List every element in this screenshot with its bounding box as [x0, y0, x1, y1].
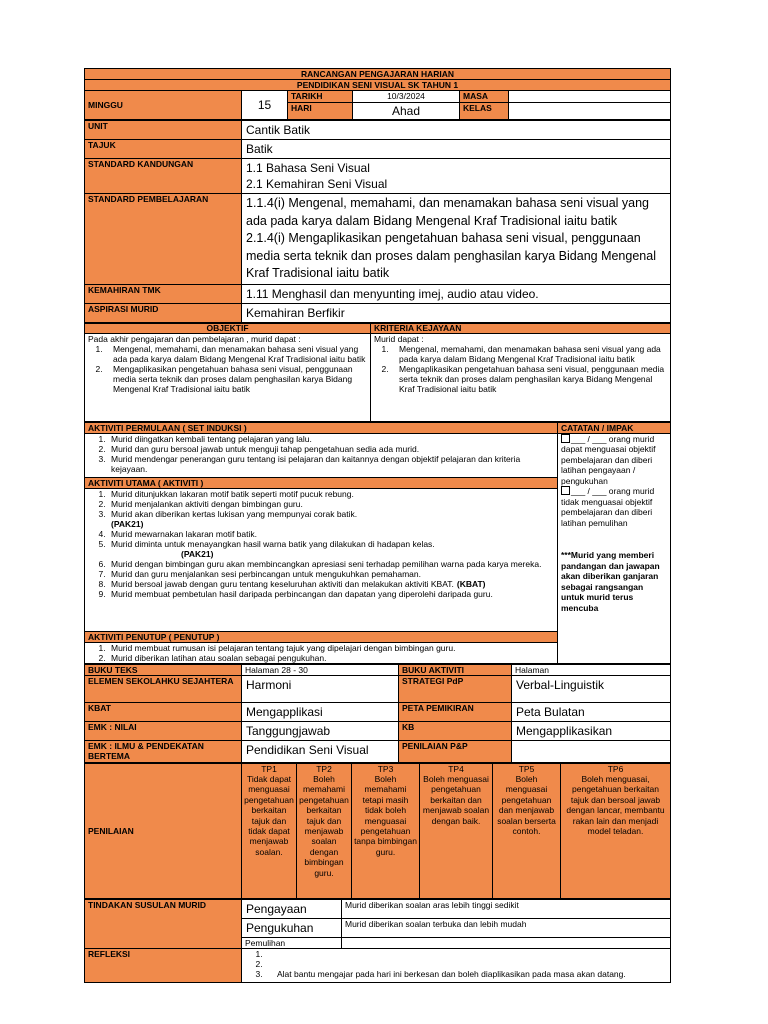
objektif-intro: Pada akhir pengajaran dan pembelajaran , murid dapat : [88, 333, 301, 344]
permulaan-label: AKTIVITI PERMULAAN ( SET INDUKSI ) [85, 422, 558, 433]
buku-aktiviti-label: BUKU AKTIVITI [399, 664, 512, 675]
tp-cell [352, 763, 420, 898]
unit-value: Cantik Batik [242, 121, 671, 140]
utama-label: AKTIVITI UTAMA ( AKTIVITI ) [85, 477, 558, 488]
emk-nilai-label: EMK : NILAI [85, 721, 242, 740]
utama-item: 5. Murid diminta untuk menayangkan hasil warna batik yang dilakukan di hadapan kelas. (PAK21) [108, 539, 554, 559]
standard-pembelajaran-line: 1.1.4(i) Mengenal, memahami, dan menamakan bahasa seni visual yang ada pada karya dalam Bidang Mengenal Kraf Tradisional iaitu batik [246, 196, 650, 228]
objektif-item: 2. Mengaplikasikan pengetahuan bahasa seni visual, penggunaan media serta teknik dan proses dalam penghasilan karya Bidang Mengenal Kraf Tradisional iaitu batik [105, 364, 367, 394]
kriteria-item: 1. Mengenal, memahami, dan menamakan bahasa seni visual yang ada pada karya dalam Bidang Mengenal Kraf Tradisional iaitu batik [391, 344, 667, 364]
aktiviti-table [84, 422, 671, 664]
kbat-value: Mengapplikasi [242, 702, 399, 721]
standard-pembelajaran-label: STANDARD PEMBELAJARAN [85, 194, 242, 285]
penutup-content [85, 642, 558, 663]
refleksi-item: 3. Alat bantu mengajar pada hari ini berkesan dan boleh diaplikasikan pada masa akan datang. [265, 969, 667, 979]
elemen-label: ELEMEN SEKOLAHKU SEJAHTERA [85, 675, 242, 702]
tp-description: Boleh menguasai pengetahuan berkaitan dan menjawab soalan dengan baik. [422, 773, 490, 826]
penilaian-pdp-label: PENILAIAN P&P [399, 740, 512, 762]
hari-value: Ahad [353, 103, 460, 120]
objektif-label: OBJEKTIF [85, 323, 371, 333]
refleksi-content [242, 948, 671, 982]
tp-description: Tidak dapat menguasai pengetahuan berkaitan tajuk dan tidak dapat menjawab soalan. [244, 773, 294, 857]
header-table [84, 68, 671, 120]
utama-item: 4. Murid mewarnakan lakaran motif batik. [108, 529, 554, 539]
emk-ilmu-label: EMK : ILMU & PENDEKATAN BERTEMA [85, 740, 242, 762]
tindakan-desc: Murid diberikan soalan terbuka dan lebih mudah [342, 918, 671, 937]
objektif-content [85, 333, 371, 421]
catatan-line-2: ___ / ___ orang murid tidak menguasai objektif pembelajaran dan diberi latihan pemulihan [561, 486, 655, 528]
utama-item: 9. Murid membuat pembetulan hasil daripada perbincangan dan dapatan yang diperolehi daripada guru. [108, 589, 554, 599]
penilaian-table [84, 763, 671, 899]
tp-heading: TP3 [377, 763, 394, 774]
permulaan-content [85, 433, 558, 477]
minggu-value: 15 [242, 91, 288, 120]
buku-teks-label: BUKU TEKS [85, 664, 242, 675]
kelas-label: KELAS [460, 103, 509, 120]
kelas-value [509, 103, 671, 120]
tindakan-type: Pengukuhan [242, 918, 342, 937]
tp-cell [493, 763, 561, 898]
tajuk-value: Batik [242, 140, 671, 159]
tp-heading: TP1 [261, 763, 277, 774]
masa-value [509, 91, 671, 103]
refleksi-item [265, 959, 667, 969]
penilaian-label: PENILAIAN [85, 763, 242, 898]
kriteria-label: KRITERIA KEJAYAAN [371, 323, 671, 333]
utama-item: 7. Murid dan guru menjalankan sesi perbincangan untuk mengukuhkan pemahaman. [108, 569, 554, 579]
penutup-label: AKTIVITI PENUTUP ( PENUTUP ) [85, 631, 558, 642]
hari-label: HARI [288, 103, 353, 120]
buku-aktiviti-value: Halaman [512, 664, 671, 675]
document-subtitle: PENDIDIKAN SENI VISUAL SK TAHUN 1 [85, 80, 671, 91]
elements-table [84, 664, 671, 763]
emk-nilai-value: Tanggungjawab [242, 721, 399, 740]
standard-kandungan-line: 2.1 Kemahiran Seni Visual [246, 177, 388, 191]
tarikh-label: TARIKH [288, 91, 353, 103]
kb-value: Mengapplikasikan [512, 721, 671, 740]
peta-value: Peta Bulatan [512, 702, 671, 721]
utama-item: 3. Murid akan diberikan kertas lukisan yang mempunyai corak batik. (PAK21) [108, 509, 554, 529]
aspirasi-label: ASPIRASI MURID [85, 303, 242, 322]
objektif-table [84, 323, 671, 422]
tp-description: Boleh menguasai, pengetahuan berkaitan tajuk dan bersoal jawab dengan lancar, membantu rakan lain dan menjadi model teladan. [566, 773, 665, 836]
tajuk-label: TAJUK [85, 140, 242, 159]
masa-label: MASA [460, 91, 509, 103]
document-title: RANCANGAN PENGAJARAN HARIAN [85, 69, 671, 80]
standard-kandungan-line: 1.1 Bahasa Seni Visual [246, 161, 370, 175]
tp-cell [561, 763, 671, 898]
activity-tag: (PAK21) [111, 518, 144, 529]
utama-item: 2. Murid menjalankan aktiviti dengan bimbingan guru. [108, 499, 554, 509]
tindakan-label: TINDAKAN SUSULAN MURID [85, 899, 242, 948]
unit-label: UNIT [85, 121, 242, 140]
kemahiran-tmk-label: KEMAHIRAN TMK [85, 284, 242, 303]
strategi-value: Verbal-Linguistik [512, 675, 671, 702]
aspirasi-value: Kemahiran Berfikir [242, 303, 671, 322]
standards-table [84, 120, 671, 323]
standard-pembelajaran-value [242, 194, 671, 285]
kb-label: KB [399, 721, 512, 740]
tindakan-desc: Murid diberikan soalan aras lebih tinggi sedikit [342, 899, 671, 918]
checkbox-icon[interactable] [561, 486, 570, 495]
tindakan-type: Pengayaan [242, 899, 342, 918]
standard-kandungan-value [242, 159, 671, 194]
kriteria-intro: Murid dapat : [374, 333, 424, 344]
catatan-line-1: ___ / ___ orang murid dapat menguasai objektif pembelajaran dan diberi latihan pengayaan / pengukuhan [561, 433, 656, 486]
objektif-item: 1. Mengenal, memahami, dan menamakan bahasa seni visual yang ada pada karya dalam Bidang Mengenal Kraf Tradisional iaitu batik [105, 344, 367, 364]
emk-ilmu-value: Pendidikan Seni Visual [242, 740, 399, 762]
tp-heading: TP5 [518, 763, 535, 774]
catatan-content [558, 433, 671, 663]
kriteria-content [371, 333, 671, 421]
checkbox-icon[interactable] [561, 434, 570, 443]
tp-heading: TP2 [316, 763, 332, 774]
penutup-item: 2. Murid diberikan latihan atau soalan sebagai pengukuhan. [108, 653, 554, 663]
standard-kandungan-label: STANDARD KANDUNGAN [85, 159, 242, 194]
tp-heading: TP4 [448, 763, 464, 774]
kemahiran-tmk-value: 1.11 Menghasil dan menyunting imej, audio atau video. [242, 284, 671, 303]
tindakan-table [84, 899, 671, 983]
tp-description: Boleh menguasai pengetahuan dan menjawab soalan berserta contoh. [497, 773, 556, 836]
lesson-plan-document [84, 68, 670, 983]
utama-content [85, 488, 558, 631]
kbat-label: KBAT [85, 702, 242, 721]
utama-item: 8. Murid bersoal jawab dengan guru tentang keseluruhan aktiviti dan melakukan aktiviti KBAT. (KBAT) [108, 579, 554, 589]
tarikh-value: 10/3/2024 [353, 91, 460, 103]
tp-description: Boleh memahami pengetahuan berkaitan tajuk dan menjawab soalan dengan bimbingan guru. [299, 773, 349, 878]
utama-item: 6. Murid dengan bimbingan guru akan membincangkan apresiasi seni terhadap pemilihan warna pada karya mereka. [108, 559, 554, 569]
permulaan-item: 3. Murid mendengar penerangan guru tentang isi pelajaran dan kaitannya dengan objektif pelajaran dan kriteria kejayaan. [108, 454, 554, 474]
tp-description: Boleh memahami tetapi masih tidak boleh menguasai pengetahuan tanpa bimbingan guru. [354, 773, 417, 857]
catatan-label: CATATAN / IMPAK [558, 422, 671, 433]
minggu-label: MINGGU [85, 91, 242, 120]
tp-cell [420, 763, 493, 898]
tindakan-desc [342, 937, 671, 948]
utama-item: 1. Murid ditunjukkan lakaran motif batik seperti motif pucuk rebung. [108, 489, 554, 499]
tindakan-type: Pemulihan [242, 937, 342, 948]
penilaian-pdp-value [512, 740, 671, 762]
buku-teks-value: Halaman 28 - 30 [242, 664, 399, 675]
permulaan-item: 2. Murid dan guru bersoal jawab untuk menguji tahap pengetahuan sedia ada murid. [108, 444, 554, 454]
activity-tag: (PAK21) [181, 548, 214, 559]
elemen-value: Harmoni [242, 675, 399, 702]
kriteria-item: 2. Mengaplikasikan pengetahuan bahasa seni visual, penggunaan media serta teknik dan proses dalam penghasilan karya Bidang Mengenal Kraf Tradisional iaitu batik [391, 364, 667, 394]
tp-cell [242, 763, 297, 898]
tp-heading: TP6 [607, 763, 624, 774]
penutup-item: 1. Murid membuat rumusan isi pelajaran tentang tajuk yang dipelajari dengan bimbingan guru. [108, 643, 554, 653]
tp-cell [297, 763, 352, 898]
strategi-label: STRATEGI PdP [399, 675, 512, 702]
refleksi-item [265, 949, 667, 959]
refleksi-label: REFLEKSI [85, 948, 242, 982]
standard-pembelajaran-line: 2.1.4(i) Mengaplikasikan pengetahuan bahasa seni visual, penggunaan media serta teknik dan proses dalam penghasilan karya Bidang Mengenal Kraf Tradisional iaitu batik [246, 231, 656, 280]
peta-label: PETA PEMIKIRAN [399, 702, 512, 721]
permulaan-item: 1. Murid diingatkan kembali tentang pelajaran yang lalu. [108, 434, 554, 444]
catatan-note: ***Murid yang memberi pandangan dan jawapan akan diberikan ganjaran sebagai rangsangan untuk murid terus mencuba [561, 550, 660, 613]
activity-tag: (KBAT) [456, 578, 486, 589]
